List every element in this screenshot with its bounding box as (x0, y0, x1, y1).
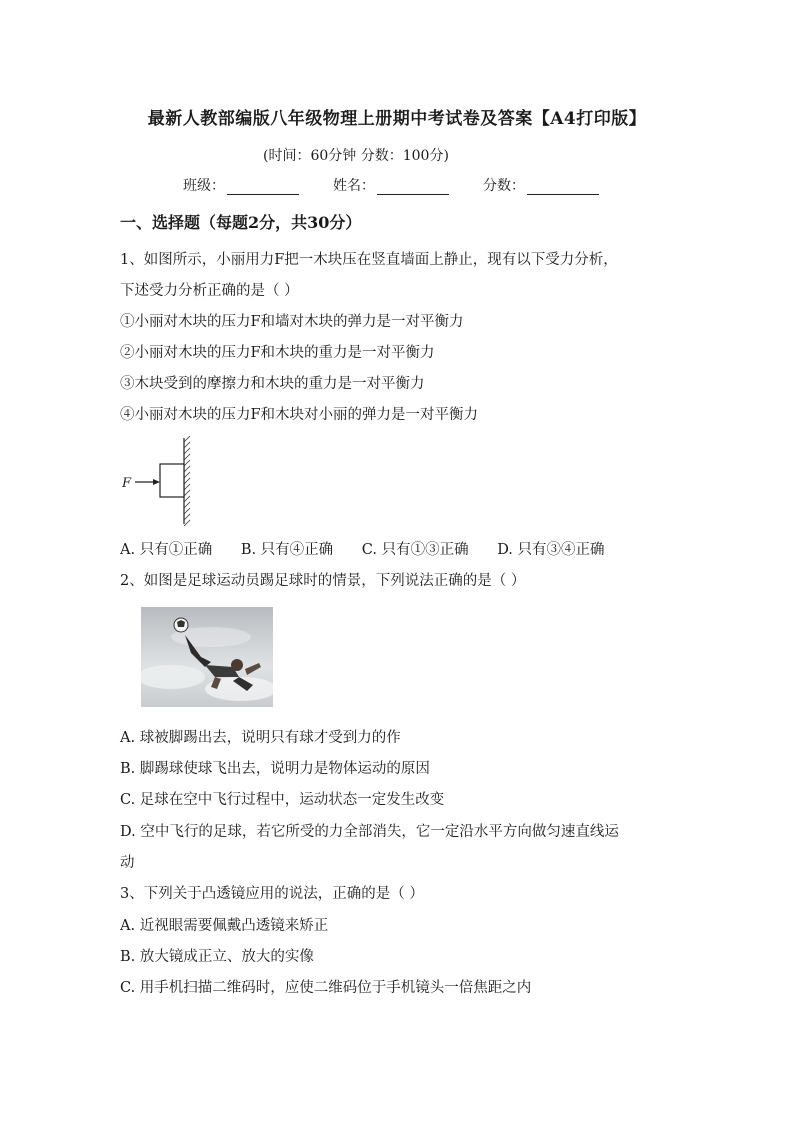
q1-statement-3: ③木块受到的摩擦力和木块的重力是一对平衡力 (120, 376, 425, 392)
q3-option-b[interactable]: B. 放大镜成正立、放大的实像 (120, 949, 314, 965)
wall-block-force-diagram (118, 436, 198, 526)
q1-stem-line1: 1、如图所示，小丽用力F把一木块压在竖直墙面上静止，现有以下受力分析， (120, 252, 618, 268)
section-heading: 一、选择题（每题2分，共30分） (120, 213, 362, 232)
class-blank (227, 180, 299, 195)
q1-statement-2: ②小丽对木块的压力F和木块的重力是一对平衡力 (120, 345, 435, 361)
score-field (483, 175, 599, 195)
q1-statement-1: ①小丽对木块的压力F和墙对木块的弹力是一对平衡力 (120, 314, 464, 330)
q2-option-b[interactable]: B. 脚踢球使球飞出去，说明力是物体运动的原因 (120, 761, 430, 777)
q1-option-d[interactable]: D. 只有③④正确 (497, 542, 605, 558)
name-blank (377, 180, 449, 195)
q2-option-d-line1[interactable]: D. 空中飞行的足球，若它所受的力全部消失，它一定沿水平方向做匀速直线运 (120, 824, 619, 840)
q3-option-a[interactable]: A. 近视眼需要佩戴凸透镜来矫正 (120, 918, 329, 934)
q2-option-a[interactable]: A. 球被脚踢出去，说明只有球才受到力的作 (120, 730, 401, 746)
name-label: 姓名： (333, 178, 375, 194)
class-field (183, 175, 299, 195)
name-field (333, 175, 449, 195)
student-info-row (183, 175, 599, 195)
class-label: 班级： (183, 178, 225, 194)
q1-option-a[interactable]: A. 只有①正确 (120, 542, 213, 558)
exam-time-score: (时间：60分钟 分数：100分) (263, 148, 449, 164)
q3-option-c[interactable]: C. 用手机扫描二维码时，应使二维码位于手机镜头一倍焦距之内 (120, 980, 532, 996)
q2-option-c[interactable]: C. 足球在空中飞行过程中，运动状态一定发生改变 (120, 792, 445, 808)
q1-stem-line2: 下述受力分析正确的是（ ） (120, 283, 299, 299)
force-label: F (122, 476, 132, 491)
q2-option-d-line2: 动 (120, 855, 135, 871)
q1-statement-4: ④小丽对木块的压力F和木块对小丽的弹力是一对平衡力 (120, 407, 479, 423)
q1-options (120, 538, 605, 559)
q1-option-c[interactable]: C. 只有①③正确 (361, 542, 469, 558)
score-blank (527, 180, 599, 195)
q3-stem: 3、下列关于凸透镜应用的说法，正确的是（ ） (120, 886, 424, 902)
block-shape (160, 464, 184, 497)
q1-option-b[interactable]: B. 只有④正确 (240, 542, 334, 558)
score-label: 分数： (483, 178, 525, 194)
soccer-player-photo (141, 607, 273, 707)
page-title: 最新人教部编版八年级物理上册期中考试卷及答案【A4打印版】 (147, 109, 647, 129)
q2-stem: 2、如图是足球运动员踢足球时的情景，下列说法正确的是（ ） (120, 573, 526, 589)
